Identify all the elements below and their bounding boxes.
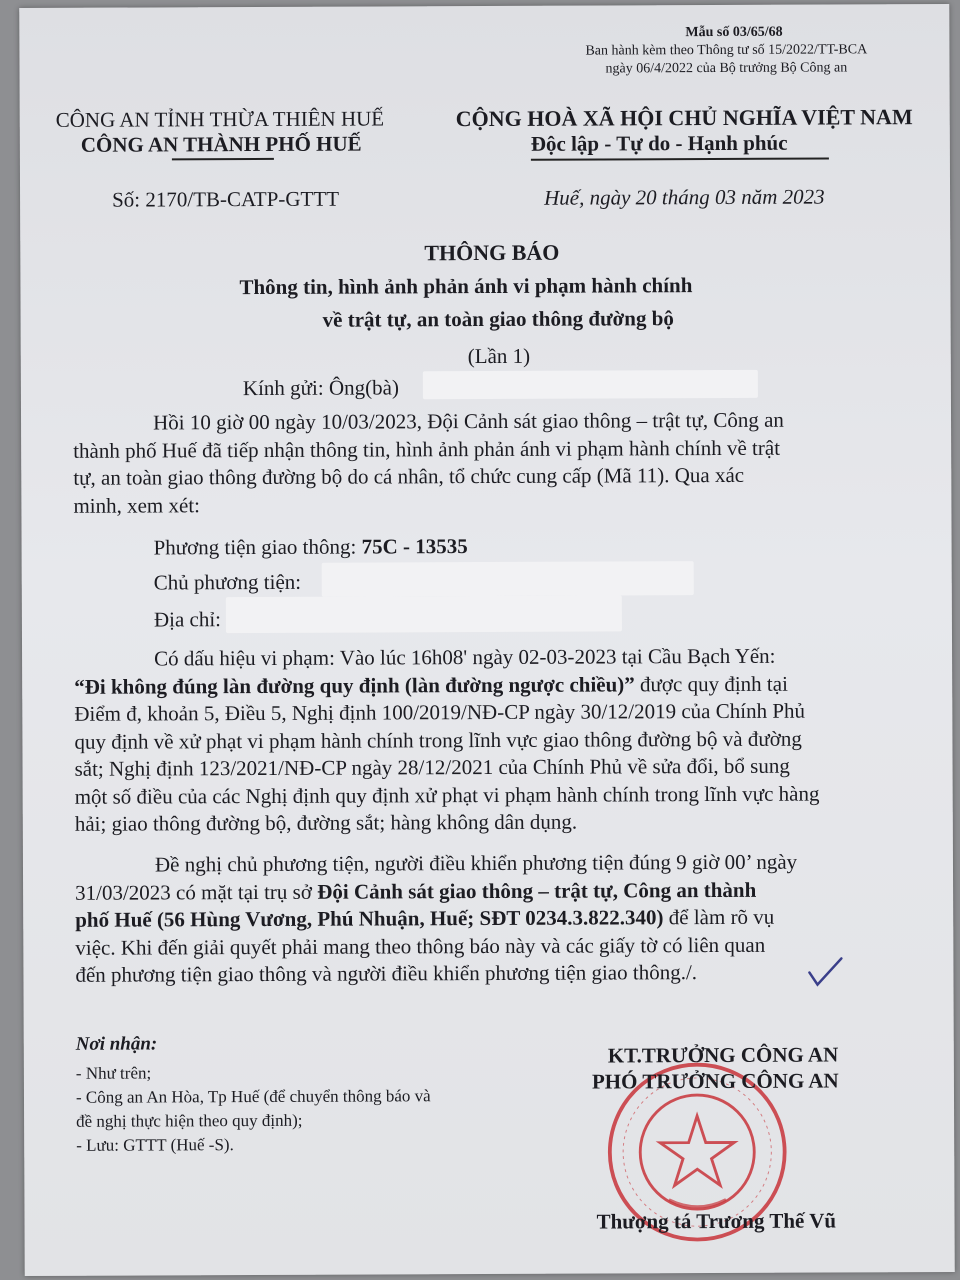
vehicle-plate: 75C - 13535 (361, 534, 468, 559)
p3-line: đến phương tiện giao thông và người điều khiển phương tiện giao thông./. (75, 960, 698, 987)
paragraph-1 (73, 406, 925, 520)
issuer-unit: CÔNG AN THÀNH PHỐ HUẾ (80, 131, 362, 157)
p2-line: một số điều của các Nghị định quy định xử phạt vi phạm hành chính trong lĩnh vực hàng (74, 781, 820, 809)
redacted-owner (322, 561, 694, 597)
p1-line: Hồi 10 giờ 00 ngày 10/03/2023, Đội Cảnh sát giao thông – trật tự, Công an (152, 407, 784, 435)
nation-title: CỘNG HOÀ XÃ HỘI CHỦ NGHĨA VIỆT NAM (455, 104, 913, 132)
notice-subtitle-1: Thông tin, hình ảnh phản ánh vi phạm hành chính (239, 273, 693, 300)
p2-after-bold: được quy định tại (634, 671, 788, 696)
p3-line (75, 903, 927, 934)
p3-line3-normal: để làm rõ vụ (663, 904, 775, 930)
p3-line: Đề nghị chủ phương tiện, người điều khiển phương tiện đúng 9 giờ 00’ ngày (154, 849, 798, 877)
vehicle-label: Phương tiện giao thông: (153, 534, 357, 560)
issuer-parent: CÔNG AN TỈNH THỪA THIÊN HUẾ (55, 106, 385, 132)
redacted-addressee (423, 370, 758, 399)
addressee-label: Kính gửi: Ông(bà) (242, 375, 399, 401)
p3-line: việc. Khi đến giải quyết phải mang theo thông báo này và các giấy tờ có liên quan (75, 932, 766, 960)
document-page (19, 4, 955, 1276)
p2-line: Điểm đ, khoản 5, Điều 5, Nghị định 100/2019/NĐ-CP ngày 30/12/2019 của Chính Phủ (74, 698, 806, 726)
notice-round: (Lần 1) (467, 343, 531, 369)
place-date: Huế, ngày 20 tháng 03 năm 2023 (544, 184, 825, 210)
paragraph-2 (74, 642, 927, 838)
recipient-item: - Như trên; (75, 1063, 152, 1083)
signer-name: Thượng tá Trương Thế Vũ (596, 1208, 837, 1234)
p3-line2-bold: Đội Cảnh sát giao thông – trật tự, Công an thành (317, 877, 757, 904)
owner-label: Chủ phương tiện: (153, 569, 302, 595)
p2-line: Có dấu hiệu vi phạm: Vào lúc 16h08' ngày 02-03-2023 tại Cầu Bạch Yến: (154, 643, 776, 671)
issuer-underline (172, 158, 274, 160)
p1-line: thành phố Huế đã tiếp nhận thông tin, hình ảnh phản ánh vi phạm hành chính về trật (73, 435, 781, 463)
recipient-item: đề nghị thực hiện theo quy định); (76, 1110, 303, 1131)
p1-line: minh, xem xét: (73, 492, 201, 518)
notice-subtitle-2: về trật tự, an toàn giao thông đường bộ (322, 306, 674, 332)
form-ref-line1: Ban hành kèm theo Thông tư số 15/2022/TT-BCA (585, 42, 868, 59)
signature-line-2: PHÓ TRƯỞNG CÔNG AN (591, 1068, 839, 1094)
document-number: Số: 2170/TB-CATP-GTTT (112, 186, 340, 212)
p2-line: sắt; Nghị định 123/2021/NĐ-CP ngày 28/12/2021 của Chính Phủ về sửa đổi, bổ sung (74, 753, 790, 781)
pen-check-icon (805, 954, 845, 994)
recipients-list (76, 1060, 431, 1158)
address-label: Địa chỉ: (153, 607, 222, 632)
p3-line3-bold: phố Huế (56 Hùng Vương, Phú Nhuận, Huế; SĐT 0234.3.822.340) (75, 905, 664, 932)
p3-line (75, 876, 927, 907)
vehicle-field (154, 534, 468, 560)
violation-description: “Đi không đúng làn đường quy định (làn đường ngược chiều)” (74, 671, 635, 699)
notice-title: THÔNG BÁO (424, 239, 560, 266)
paragraph-3 (75, 848, 928, 989)
form-code: Mẫu số 03/65/68 (685, 24, 783, 41)
recipient-item: - Lưu: GTTT (Huế -S). (76, 1135, 234, 1155)
p2-line: quy định về xử phạt vi phạm hành chính trong lĩnh vực giao thông đường bộ và đường (74, 726, 802, 754)
p2-line: hải; giao thông đường bộ, đường sắt; hàng không dân dụng. (74, 809, 578, 836)
form-ref-line2: ngày 06/4/2022 của Bộ trưởng Bộ Công an (605, 60, 848, 77)
p3-line2-normal: 31/03/2023 có mặt tại trụ sở (75, 879, 318, 905)
recipient-item: - Công an An Hòa, Tp Huế (để chuyển thông báo và (75, 1086, 431, 1107)
p1-line: tự, an toàn giao thông đường bộ do cá nhân, tổ chức cung cấp (Mã 11). Qua xác (73, 462, 745, 490)
nation-motto: Độc lập - Tự do - Hạnh phúc (530, 130, 788, 156)
motto-underline (531, 158, 829, 161)
signature-line-1: KT.TRƯỞNG CÔNG AN (607, 1042, 839, 1068)
redacted-address (226, 595, 622, 633)
recipients-heading: Nơi nhận: (75, 1033, 158, 1055)
p2-line (74, 670, 926, 701)
